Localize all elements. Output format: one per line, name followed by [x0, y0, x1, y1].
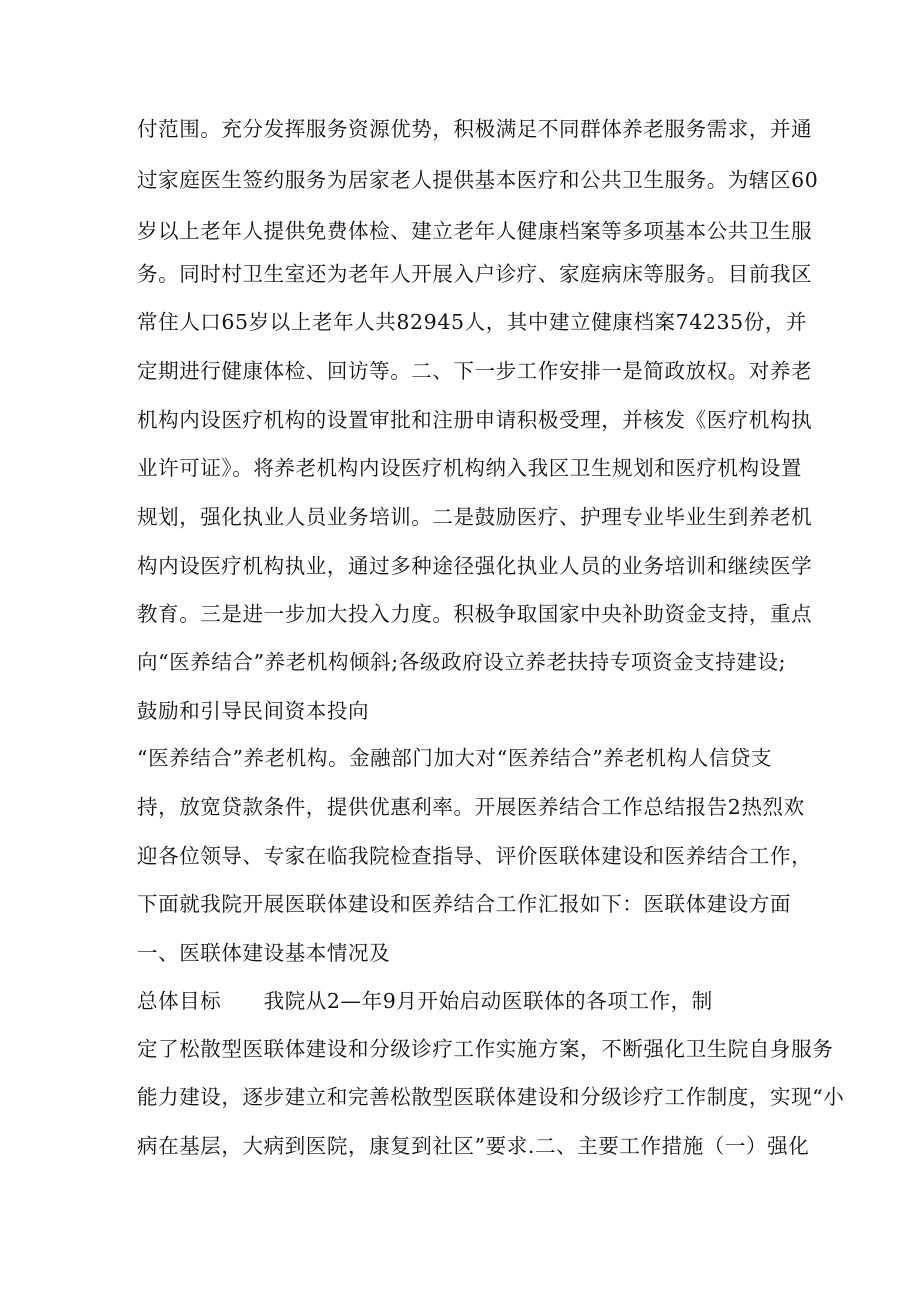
- text-line: 过家庭医生签约服务为居家老人提供基本医疗和公共卫生服务。为辖区60: [137, 168, 819, 192]
- text-line: 岁以上老年人提供免费体检、建立老年人健康档案等多项基本公共卫生服: [137, 219, 813, 243]
- text-line: 构内设医疗机构执业，通过多种途径强化执业人员的业务培训和继续医学: [137, 554, 813, 578]
- text-line: 规划，强化执业人员业务培训。二是鼓励医疗、护理专业毕业生到养老机: [137, 505, 813, 529]
- text-line: 定期进行健康体检、回访等。二、下一步工作安排一是简政放权。对养老: [137, 359, 813, 383]
- text-line: 向“医养结合”养老机构倾斜;各级政府设立养老扶持专项资金支持建设;: [137, 650, 787, 674]
- text-line: 病在基层，大病到医院，康复到社区”要求.二、主要工作措施（一）强化: [137, 1134, 810, 1158]
- text-line: 持，放宽贷款条件，提供优惠利率。开展医养结合工作总结报告2热烈欢: [137, 795, 805, 819]
- text-line: 鼓励和引导民间资本投向: [137, 699, 370, 723]
- text-line: 教育。三是进一步加大投入力度。积极争取国家中央补助资金支持，重点: [137, 602, 813, 626]
- text-line: 一、医联体建设基本情况及: [137, 941, 391, 965]
- text-line: 常住人口65岁以上老年人共82945人，其中建立健康档案74235份，并: [137, 310, 808, 334]
- text-line: 迎各位领导、专家在临我院检查指导、评价医联体建设和医养结合工作，: [137, 844, 813, 868]
- text-line: 定了松散型医联体建设和分级诊疗工作实施方案，不断强化卫生院自身服务: [137, 1037, 834, 1061]
- text-line: 能力建设，逐步建立和完善松散型医联体建设和分级诊疗工作制度，实现“小: [137, 1085, 845, 1109]
- text-line: 务。同时村卫生室还为老年人开展入户诊疗、家庭病床等服务。目前我区: [137, 262, 813, 286]
- text-line: 总体目标 我院从2—年9月开始启动医联体的各项工作，制: [137, 989, 713, 1013]
- text-line: 业许可证》。将养老机构内设医疗机构纳入我区卫生规划和医疗机构设置: [137, 456, 802, 480]
- text-line: 付范围。充分发挥服务资源优势，积极满足不同群体养老服务需求，并通: [137, 117, 813, 141]
- text-line: 机构内设医疗机构的设置审批和注册申请积极受理，并核发《医疗机构执: [137, 408, 813, 432]
- text-line: “医养结合”养老机构。金融部门加大对“医养结合”养老机构人信贷支: [137, 746, 773, 770]
- text-line: 下面就我院开展医联体建设和医养结合工作汇报如下：医联体建设方面: [137, 892, 792, 916]
